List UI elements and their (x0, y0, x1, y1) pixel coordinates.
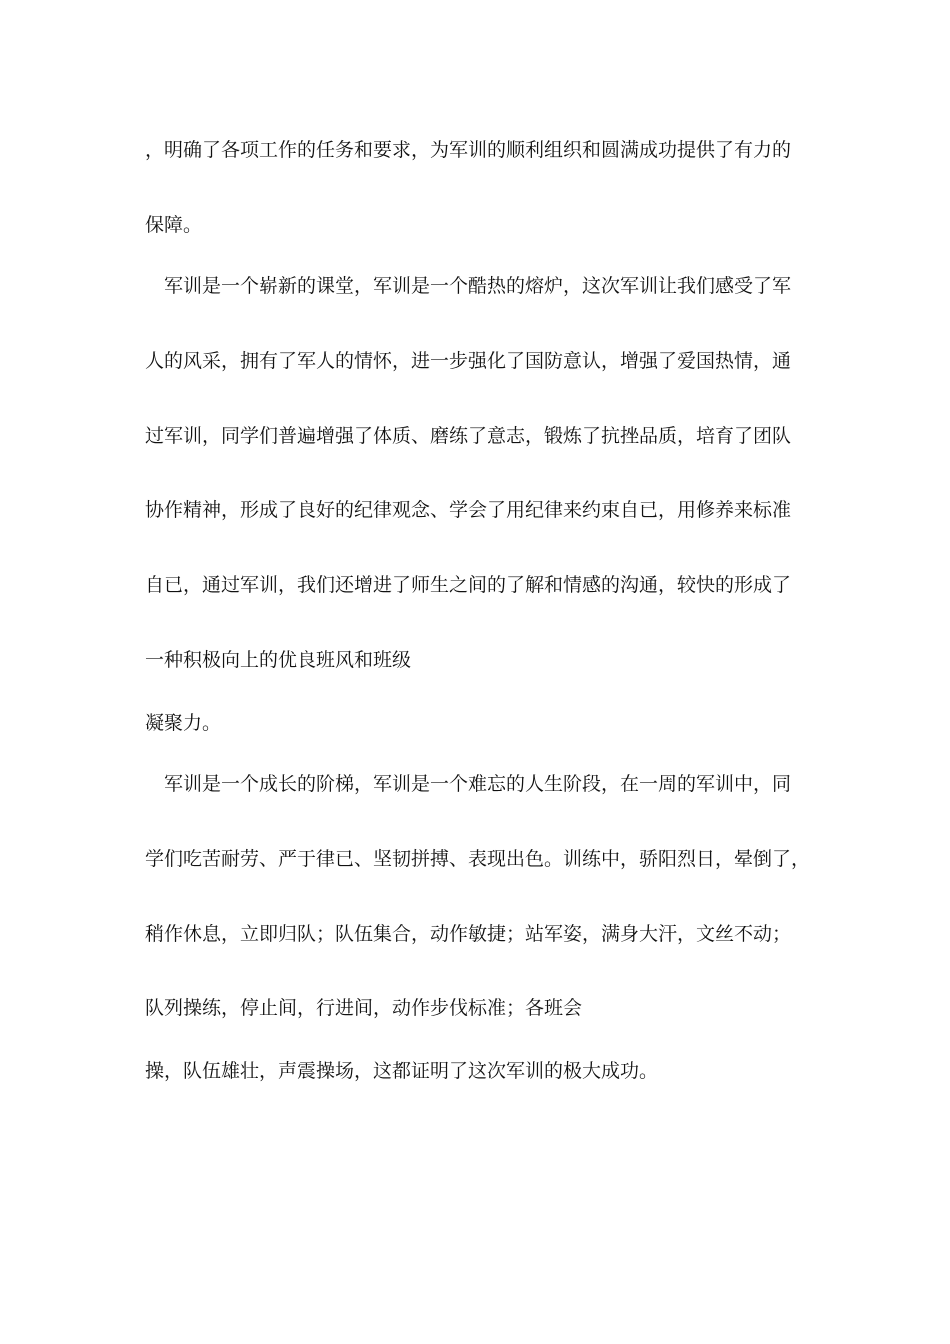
text-line: 凝聚力。 (145, 712, 222, 734)
text-line: 队列操练，停止间，行进间，动作步伐标准；各班会 (145, 997, 583, 1019)
text-line: 军训是一个成长的阶梯，军训是一个难忘的人生阶段，在一周的军训中，同 (164, 773, 792, 795)
text-line: 保障。 (145, 214, 203, 236)
text-line: 稍作休息，立即归队；队伍集合，动作敏捷；站军姿，满身大汗，文丝不动； (145, 923, 792, 945)
text-line: 人的风采，拥有了军人的情怀，进一步强化了国防意认，增强了爱国热情，通 (145, 350, 792, 372)
text-line: 一种积极向上的优良班风和班级 (145, 649, 412, 671)
text-line: 过军训，同学们普遍增强了体质、磨练了意志，锻炼了抗挫品质，培育了团队 (145, 425, 792, 447)
text-line: 协作精神，形成了良好的纪律观念、学会了用纪律来约束自已，用修养来标准 (145, 499, 792, 521)
text-line: 学们吃苦耐劳、严于律已、坚韧拼搏、表现出色。训练中，骄阳烈日，晕倒了， (145, 848, 811, 870)
text-line: 军训是一个崭新的课堂，军训是一个酷热的熔炉，这次军训让我们感受了军 (164, 275, 792, 297)
text-line: 自已，通过军训，我们还增进了师生之间的了解和情感的沟通，较快的形成了 (145, 574, 792, 596)
text-line: 操，队伍雄壮，声震操场，这都证明了这次军训的极大成功。 (145, 1060, 659, 1082)
text-line: ，明确了各项工作的任务和要求，为军训的顺利组织和圆满成功提供了有力的 (145, 139, 792, 161)
